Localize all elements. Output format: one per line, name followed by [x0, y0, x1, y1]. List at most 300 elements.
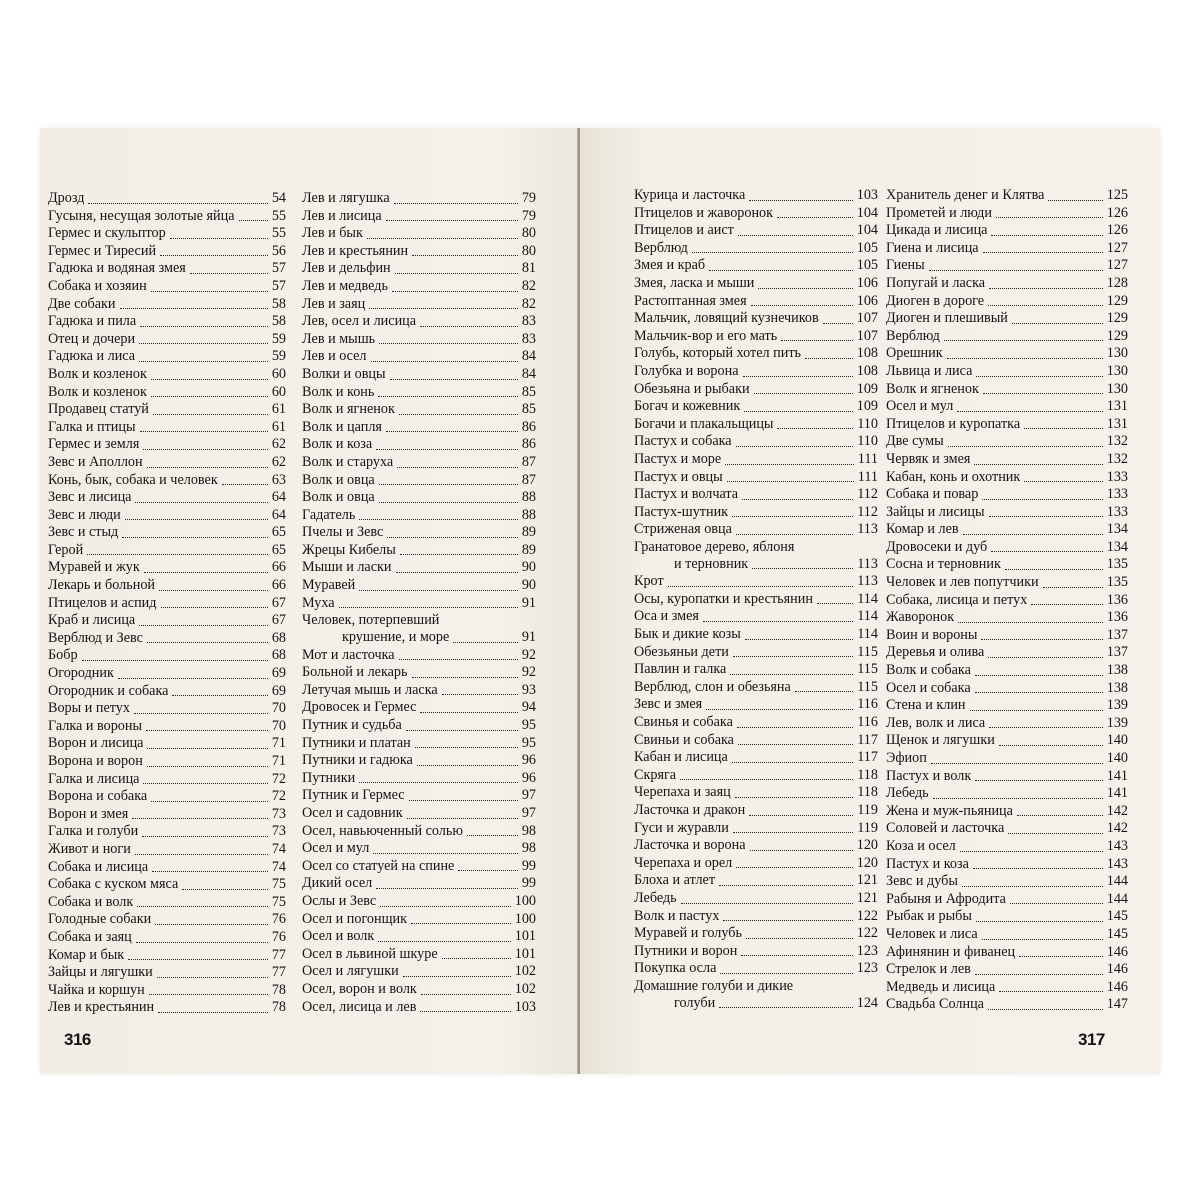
toc-entry-page: 93	[521, 681, 536, 698]
toc-entry-page: 74	[271, 858, 286, 875]
toc-entry-page: 132	[1106, 433, 1128, 450]
toc-entry	[48, 612, 286, 630]
toc-entry	[48, 331, 286, 349]
dot-leader	[982, 499, 1102, 500]
toc-entry	[302, 647, 536, 665]
toc-entry	[886, 539, 1128, 557]
toc-entry	[634, 293, 878, 311]
toc-entry-page: 114	[857, 590, 878, 607]
toc-entry-page: 129	[1106, 292, 1128, 309]
toc-entry-title: Волк и овца	[302, 471, 375, 488]
toc-entry-title: Лев, волк и лиса	[886, 714, 986, 731]
toc-entry-page: 145	[1106, 908, 1128, 925]
toc-entry-title: Чайка и коршун	[48, 981, 145, 998]
toc-entry	[634, 890, 878, 908]
dot-leader	[139, 625, 268, 626]
toc-entry-page: 84	[521, 365, 536, 382]
toc-entry	[634, 943, 878, 961]
toc-column-4	[886, 187, 1128, 1014]
toc-entry-page: 115	[857, 643, 878, 660]
toc-entry	[634, 696, 878, 714]
toc-entry-page: 126	[1106, 204, 1128, 221]
toc-entry	[886, 328, 1128, 346]
toc-entry-page: 116	[857, 696, 878, 713]
toc-entry-title: Соловей и ласточка	[886, 820, 1005, 837]
toc-entry	[634, 925, 878, 943]
toc-entry	[634, 398, 878, 416]
toc-entry	[634, 539, 878, 573]
toc-entry	[48, 348, 286, 366]
toc-entry	[302, 735, 536, 753]
dot-leader	[144, 572, 268, 573]
toc-entry	[48, 964, 286, 982]
toc-entry-page: 123	[856, 942, 878, 959]
toc-entry	[886, 627, 1128, 645]
dot-leader	[795, 691, 853, 692]
toc-entry-title: Афинянин и фиванец	[886, 943, 1016, 960]
dot-leader	[929, 270, 1103, 271]
toc-entry-page: 140	[1106, 750, 1128, 766]
toc-entry	[886, 398, 1128, 416]
toc-entry-page: 99	[521, 857, 536, 874]
dot-leader	[406, 730, 518, 731]
toc-entry	[302, 911, 536, 929]
dot-leader	[981, 639, 1102, 640]
toc-entry-page: 101	[514, 928, 536, 945]
toc-entry-title: Попугай и ласка	[886, 274, 986, 291]
dot-leader	[746, 938, 853, 939]
toc-entry-page: 141	[1106, 767, 1128, 784]
toc-entry-page: 108	[856, 362, 878, 379]
dot-leader	[137, 906, 268, 907]
toc-entry-title: Бык и дикие козы	[634, 626, 741, 643]
toc-entry-title: Растоптанная змея	[634, 292, 747, 309]
toc-entry-title: Стриженая овца	[634, 521, 732, 538]
toc-entry	[48, 683, 286, 701]
dot-leader	[407, 818, 518, 819]
toc-entry-title: Осел, лисица и лев	[302, 998, 417, 1015]
dot-leader	[239, 220, 268, 221]
toc-entry-continuation	[634, 995, 878, 1012]
page-number-right: 317	[1078, 1030, 1105, 1049]
toc-entry-title: Конь, бык, собака и человек	[48, 471, 218, 488]
dot-leader	[467, 835, 518, 836]
toc-entry-title: Путник и Гермес	[302, 787, 405, 804]
dot-leader	[82, 660, 268, 661]
toc-entry	[302, 454, 536, 472]
toc-entry-title: Человек, потерпевший	[302, 612, 440, 629]
toc-entry	[886, 715, 1128, 733]
toc-entry-title: Ворон и змея	[48, 805, 129, 822]
dot-leader	[88, 203, 267, 204]
dot-leader	[152, 871, 268, 872]
toc-entry	[48, 753, 286, 771]
toc-entry	[302, 577, 536, 595]
toc-entry	[886, 644, 1128, 662]
toc-entry	[886, 856, 1128, 874]
toc-entry-title: Лев и мышь	[302, 330, 376, 347]
toc-entry-title: Осел и лягушки	[302, 963, 399, 980]
toc-entry	[302, 752, 536, 770]
toc-entry	[886, 556, 1128, 574]
toc-entry-page: 137	[1106, 626, 1128, 643]
toc-entry-title: Стрелок и лев	[886, 961, 971, 978]
toc-entry-title: Лев и медведь	[302, 277, 388, 294]
dot-leader	[991, 551, 1103, 552]
dot-leader	[750, 850, 853, 851]
toc-entry-title: Домашние голуби и дикие	[634, 977, 794, 994]
toc-entry-page: 97	[521, 787, 536, 804]
toc-entry	[48, 454, 286, 472]
dot-leader	[135, 502, 267, 503]
toc-entry	[48, 507, 286, 525]
dot-leader	[781, 340, 853, 341]
toc-entry-title: Ласточка и дракон	[634, 802, 746, 818]
toc-entry-title: Пастух и коза	[886, 855, 969, 872]
toc-entry	[886, 451, 1128, 469]
toc-entry-title: Свинья и собака	[634, 714, 733, 731]
toc-entry-title: Волк и цапля	[302, 418, 382, 435]
dot-leader	[412, 677, 518, 678]
toc-entry	[302, 419, 536, 437]
toc-entry	[634, 521, 878, 539]
dot-leader	[723, 920, 852, 921]
toc-entry	[886, 908, 1128, 926]
toc-entry-title: Пастух и море	[634, 450, 722, 467]
dot-leader	[975, 675, 1103, 676]
dot-leader	[754, 393, 853, 394]
toc-entry	[886, 574, 1128, 592]
toc-entry-page: 138	[1106, 679, 1128, 696]
dot-leader	[749, 200, 852, 201]
dot-leader	[727, 481, 854, 482]
toc-entry-title: Осел и мул	[302, 840, 370, 857]
toc-entry-title: Червяк и змея	[886, 450, 971, 467]
toc-entry	[886, 785, 1128, 803]
toc-entry	[302, 507, 536, 525]
toc-entry	[634, 767, 878, 785]
dot-leader	[409, 800, 518, 801]
toc-entry-continuation	[634, 556, 878, 573]
toc-entry-title: Деревья и олива	[886, 644, 985, 661]
dot-leader	[376, 449, 518, 450]
toc-entry-page: 145	[1106, 925, 1128, 942]
toc-entry-title: Волк и козленок	[48, 365, 147, 382]
dot-leader	[139, 343, 268, 344]
toc-entry-title: Гермес и Тиресий	[48, 242, 157, 259]
toc-entry-page: 120	[856, 837, 878, 854]
toc-entry-page: 77	[271, 946, 286, 963]
toc-entry-title: Две собаки	[48, 295, 116, 312]
toc-entry-title: Эфиоп	[886, 750, 927, 766]
toc-entry-page: 131	[1106, 398, 1128, 415]
toc-entry-page: 119	[857, 819, 878, 836]
dot-leader	[983, 252, 1103, 253]
toc-entry-page: 57	[271, 260, 286, 277]
toc-entry-page: 117	[857, 731, 878, 748]
dot-leader	[339, 607, 518, 608]
toc-entry-page: 60	[271, 383, 286, 400]
toc-entry-page: 143	[1106, 855, 1128, 872]
toc-entry-title-continued: крушение, и море	[342, 629, 450, 646]
toc-entry-title-continued: голуби	[674, 995, 716, 1012]
dot-leader	[732, 762, 853, 763]
toc-entry-title-continued: и терновник	[674, 556, 749, 573]
toc-entry-title: Гуси и журавли	[634, 819, 729, 836]
toc-entry-title: Птицелов и аист	[634, 222, 734, 239]
toc-entry	[886, 609, 1128, 627]
toc-entry-page: 62	[271, 453, 286, 470]
dot-leader	[182, 889, 268, 890]
dot-leader	[222, 484, 268, 485]
toc-entry	[48, 929, 286, 947]
toc-entry	[886, 662, 1128, 680]
toc-entry-page: 73	[271, 823, 286, 840]
toc-entry-title: Богач и кожевник	[634, 398, 741, 415]
dot-leader	[745, 639, 853, 640]
toc-entry-title: Кабан и лисица	[634, 749, 728, 766]
dot-leader	[420, 326, 518, 327]
dot-leader	[1012, 323, 1103, 324]
toc-entry-page: 115	[857, 661, 878, 678]
toc-entry	[302, 225, 536, 243]
toc-entry	[48, 260, 286, 278]
toc-entry-title: Волк и конь	[302, 383, 375, 400]
toc-entry	[302, 489, 536, 507]
toc-entry-page: 78	[271, 981, 286, 998]
toc-entry-page: 75	[271, 876, 286, 893]
dot-leader	[963, 534, 1103, 535]
toc-entry-title: Лев и крестьянин	[302, 242, 409, 259]
toc-entry	[302, 770, 536, 788]
dot-leader	[412, 255, 518, 256]
toc-entry	[48, 524, 286, 542]
toc-entry-title: Осы, куропатки и крестьянин	[634, 590, 813, 607]
toc-entry-title: Гадатель	[302, 506, 356, 523]
toc-entry-title: Оса и змея	[634, 608, 699, 625]
toc-entry	[886, 381, 1128, 399]
toc-entry-title: Ворона и ворон	[48, 753, 143, 769]
dot-leader	[417, 765, 518, 766]
toc-entry-title: Гермес и земля	[48, 436, 140, 453]
toc-entry-title: Галка и лисица	[48, 770, 140, 787]
toc-entry-page: 58	[271, 313, 286, 330]
toc-entry-title: Верблюд и Зевс	[48, 629, 143, 646]
toc-entry-page: 90	[521, 559, 536, 576]
toc-entry-page: 116	[857, 714, 878, 731]
toc-entry	[634, 240, 878, 258]
toc-entry-page: 96	[521, 769, 536, 786]
toc-entry-page: 55	[271, 207, 286, 224]
dot-leader	[999, 991, 1102, 992]
toc-entry-page: 64	[271, 506, 286, 523]
dot-leader	[973, 868, 1103, 869]
dot-leader	[128, 959, 268, 960]
toc-entry-title: Зевс и стыд	[48, 524, 119, 541]
dot-leader	[823, 323, 853, 324]
toc-entry	[302, 384, 536, 402]
toc-entry-title: Лебедь	[886, 785, 929, 802]
left-page	[40, 128, 580, 1074]
dot-leader	[122, 537, 268, 538]
toc-entry-title: Лев и лисица	[302, 207, 382, 224]
toc-entry-title: Собака и хозяин	[48, 277, 147, 294]
toc-entry-title: Осел и погонщик	[302, 910, 408, 927]
toc-entry	[886, 469, 1128, 487]
dot-leader	[394, 203, 518, 204]
toc-entry-title: Огородник	[48, 665, 114, 682]
dot-leader	[736, 867, 852, 868]
toc-entry-page: 81	[521, 260, 536, 277]
toc-entry-title: Огородник и собака	[48, 682, 169, 699]
toc-entry	[302, 893, 536, 911]
dot-leader	[399, 659, 518, 660]
toc-entry-page: 108	[856, 345, 878, 362]
toc-entry	[886, 433, 1128, 451]
toc-entry	[48, 806, 286, 824]
toc-entry	[302, 999, 536, 1017]
toc-entry-page: 100	[514, 892, 536, 909]
toc-entry	[48, 999, 286, 1017]
dot-leader	[140, 431, 268, 432]
toc-entry-title: Ослы и Зевс	[302, 892, 377, 909]
dot-leader	[170, 238, 268, 239]
toc-entry-title: Кабан, конь и охотник	[886, 468, 1021, 485]
toc-entry-title: Мот и ласточка	[302, 646, 395, 663]
toc-entry-page: 97	[521, 805, 536, 821]
dot-leader	[379, 343, 518, 344]
dot-leader	[158, 1012, 268, 1013]
toc-entry-title: Волки и овцы	[302, 365, 386, 382]
toc-entry-title: Курица и ласточка	[634, 187, 746, 203]
toc-entry	[886, 222, 1128, 240]
toc-entry-page: 79	[521, 190, 536, 206]
toc-entry-page: 70	[271, 700, 286, 717]
toc-entry	[634, 732, 878, 750]
toc-entry-page: 86	[521, 436, 536, 453]
toc-entry	[48, 982, 286, 1000]
toc-entry-title: Больной и лекарь	[302, 664, 408, 681]
dot-leader	[387, 537, 518, 538]
toc-entry-page: 112	[857, 486, 878, 503]
toc-entry-title: Рыбак и рыбы	[886, 908, 972, 925]
toc-entry-page: 69	[271, 682, 286, 699]
toc-entry-title: Комар и лев	[886, 521, 959, 538]
toc-entry	[302, 963, 536, 981]
toc-entry-title: Зевс и дубы	[886, 873, 958, 890]
toc-entry	[634, 328, 878, 346]
toc-entry-title: Коза и осел	[886, 837, 956, 854]
toc-entry-title: Прометей и люди	[886, 204, 992, 221]
toc-entry	[886, 416, 1128, 434]
toc-entry-page: 56	[271, 242, 286, 259]
toc-entry	[634, 205, 878, 223]
toc-entry	[886, 979, 1128, 997]
toc-entry-title: Зайцы и лисицы	[886, 503, 985, 520]
toc-entry-page: 76	[271, 911, 286, 928]
page-number-left: 316	[64, 1030, 91, 1049]
toc-entry-title: Человек и лев попутчики	[886, 574, 1039, 591]
toc-entry-title: Змея, ласка и мыши	[634, 274, 755, 291]
toc-entry-title: Мыши и ласки	[302, 559, 392, 576]
toc-entry-title: Собака с куском мяса	[48, 876, 179, 893]
toc-entry-title: Воин и вороны	[886, 626, 978, 643]
dot-leader	[735, 797, 854, 798]
dot-leader	[736, 446, 854, 447]
toc-entry-title: Лев и лягушка	[302, 190, 390, 206]
toc-entry-page: 96	[521, 752, 536, 769]
toc-entry-page: 74	[271, 840, 286, 857]
dot-leader	[147, 467, 268, 468]
toc-entry	[886, 838, 1128, 856]
dot-leader	[989, 288, 1103, 289]
dot-leader	[386, 220, 518, 221]
dot-leader	[380, 906, 511, 907]
toc-entry-page: 134	[1106, 521, 1128, 538]
toc-entry	[302, 946, 536, 964]
toc-entry	[302, 858, 536, 876]
toc-entry	[302, 875, 536, 893]
toc-entry-title: Жрецы Кибелы	[302, 541, 396, 558]
toc-entry	[48, 366, 286, 384]
toc-entry-title: Диоген в дороге	[886, 292, 985, 309]
dot-leader	[957, 411, 1102, 412]
toc-entry-title: Обезьяна и рыбаки	[634, 380, 750, 397]
toc-entry-page: 120	[856, 854, 878, 871]
toc-entry	[48, 947, 286, 965]
toc-entry	[634, 573, 878, 591]
dot-leader	[725, 464, 854, 465]
dot-leader	[1008, 833, 1102, 834]
toc-entry-title: Верблюд, слон и обезьяна	[634, 678, 791, 695]
toc-entry-page: 103	[514, 998, 536, 1015]
toc-entry-page: 121	[856, 872, 878, 889]
toc-entry	[48, 665, 286, 683]
toc-entry-page: 79	[521, 207, 536, 224]
toc-entry-page: 106	[856, 292, 878, 309]
dot-leader	[720, 973, 852, 974]
toc-entry	[886, 732, 1128, 750]
toc-entry-page: 67	[271, 612, 286, 629]
toc-entry	[302, 524, 536, 542]
toc-entry	[634, 257, 878, 275]
toc-entry	[302, 928, 536, 946]
dot-leader	[976, 376, 1102, 377]
toc-entry-page: 91	[521, 594, 536, 611]
toc-entry-page: 55	[271, 225, 286, 242]
toc-entry	[302, 331, 536, 349]
dot-leader	[379, 484, 518, 485]
dot-leader	[359, 590, 518, 591]
toc-entry	[48, 190, 286, 208]
toc-entry	[634, 784, 878, 802]
toc-entry	[886, 697, 1128, 715]
toc-entry	[302, 278, 536, 296]
toc-entry-page: 127	[1106, 257, 1128, 274]
dot-leader	[147, 748, 267, 749]
toc-entry-page: 88	[521, 506, 536, 523]
dot-leader	[991, 235, 1102, 236]
toc-entry-title: Пастух и волк	[886, 767, 972, 784]
toc-entry-page: 129	[1106, 310, 1128, 327]
toc-entry	[302, 595, 536, 613]
dot-leader	[420, 1011, 510, 1012]
toc-entry-page: 61	[271, 401, 286, 418]
dot-leader	[975, 780, 1103, 781]
toc-entry-page: 85	[521, 401, 536, 418]
dot-leader	[989, 727, 1102, 728]
toc-entry-page: 107	[856, 327, 878, 344]
